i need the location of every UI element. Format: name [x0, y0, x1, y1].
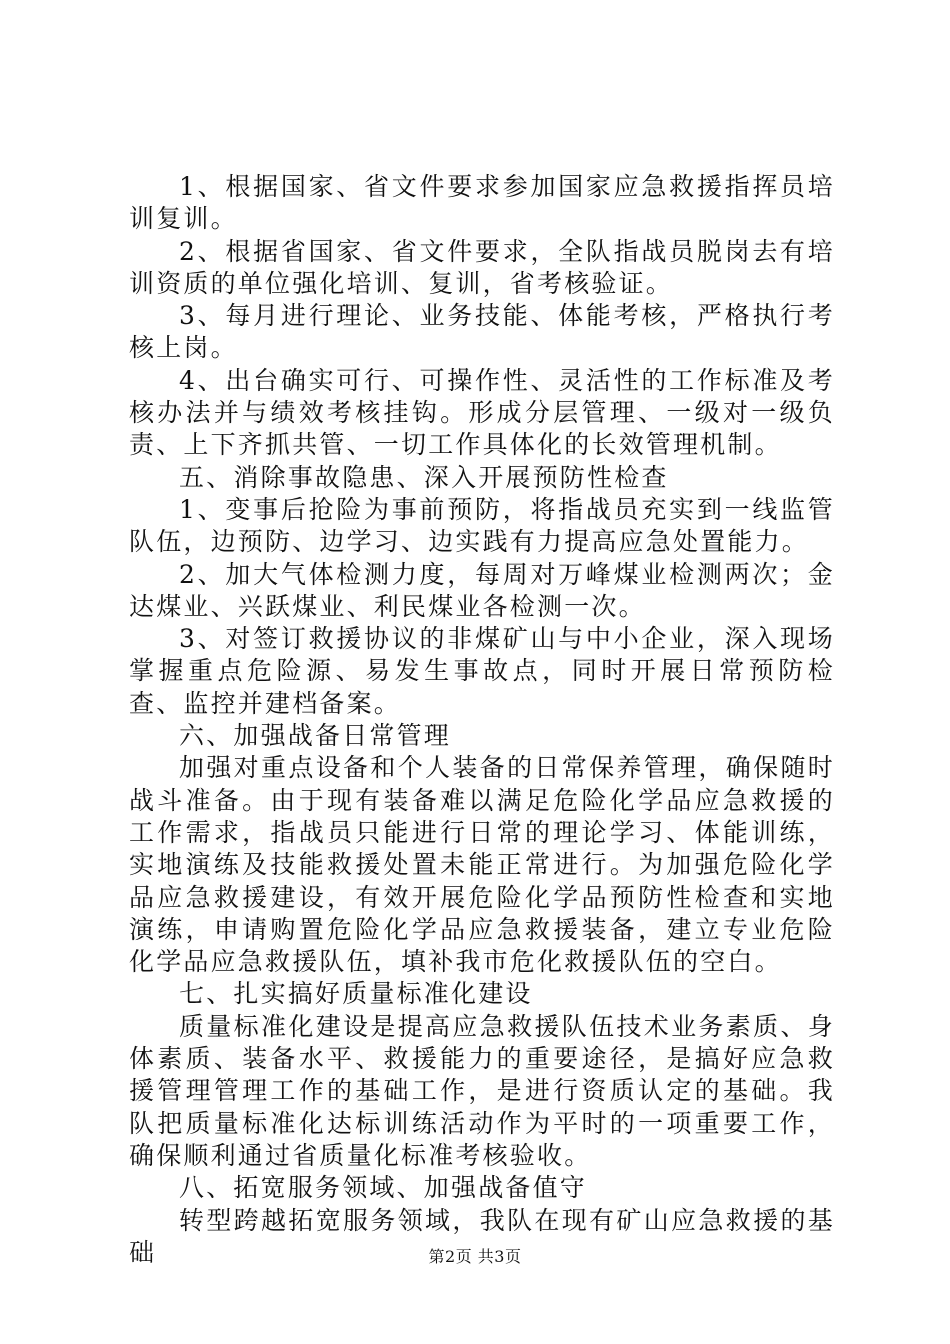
- document-body: [129, 171, 835, 1269]
- section-heading-6: 六、加强战备日常管理: [179, 721, 452, 751]
- list-item-training-2: 2、根据省国家、省文件要求，全队指战员脱岗去有培训资质的单位强化培训、复训，省考核验证。: [129, 236, 835, 298]
- body-paragraph-service: 转型跨越拓宽服务领域，我队在现有矿山应急救援的基础: [129, 1205, 835, 1267]
- section-heading-7: 七、扎实搞好质量标准化建设: [179, 979, 533, 1009]
- list-item-training-3: 3、每月进行理论、业务技能、体能考核，严格执行考核上岗。: [129, 301, 835, 363]
- list-item-prevention-2: 2、加大气体检测力度，每周对万峰煤业检测两次；金达煤业、兴跃煤业、利民煤业各检测一次。: [129, 559, 835, 621]
- body-paragraph-readiness: 加强对重点设备和个人装备的日常保养管理，确保随时战斗准备。由于现有装备难以满足危险化学品应急救援的工作需求，指战员只能进行日常的理论学习、体能训练，实地演练及技能救援处置未能正常进行。为加强危险化学品应急救援建设，有效开展危险化学品预防性检查和实地演练，申请购置危险化学品应急救援装备，建立专业危险化学品应急救援队伍，填补我市危化救援队伍的空白。: [129, 753, 835, 977]
- page-footer: 第2页 共3页: [428, 1247, 522, 1266]
- body-paragraph-standardization: 质量标准化建设是提高应急救援队伍技术业务素质、身体素质、装备水平、救援能力的重要途径，是搞好应急救援管理管理工作的基础工作，是进行资质认定的基础。我队把质量标准化达标训练活动作为平时的一项重要工作，确保顺利通过省质量化标准考核验收。: [129, 1011, 835, 1170]
- list-item-prevention-1: 1、变事后抢险为事前预防，将指战员充实到一线监管队伍，边预防、边学习、边实践有力提高应急处置能力。: [129, 494, 835, 557]
- section-heading-5: 五、消除事故隐患、深入开展预防性检查: [179, 462, 669, 492]
- list-item-training-1: 1、根据国家、省文件要求参加国家应急救援指挥员培训复训。: [129, 172, 835, 234]
- list-item-prevention-3: 3、对签订救援协议的非煤矿山与中小企业，深入现场掌握重点危险源、易发生事故点，同时开展日常预防检查、监控并建档备案。: [129, 624, 835, 718]
- section-heading-8: 八、拓宽服务领域、加强战备值守: [179, 1173, 588, 1203]
- list-item-training-4: 4、出台确实可行、可操作性、灵活性的工作标准及考核办法并与绩效考核挂钩。形成分层管理、一级对一级负责、上下齐抓共管、一切工作具体化的长效管理机制。: [129, 365, 835, 460]
